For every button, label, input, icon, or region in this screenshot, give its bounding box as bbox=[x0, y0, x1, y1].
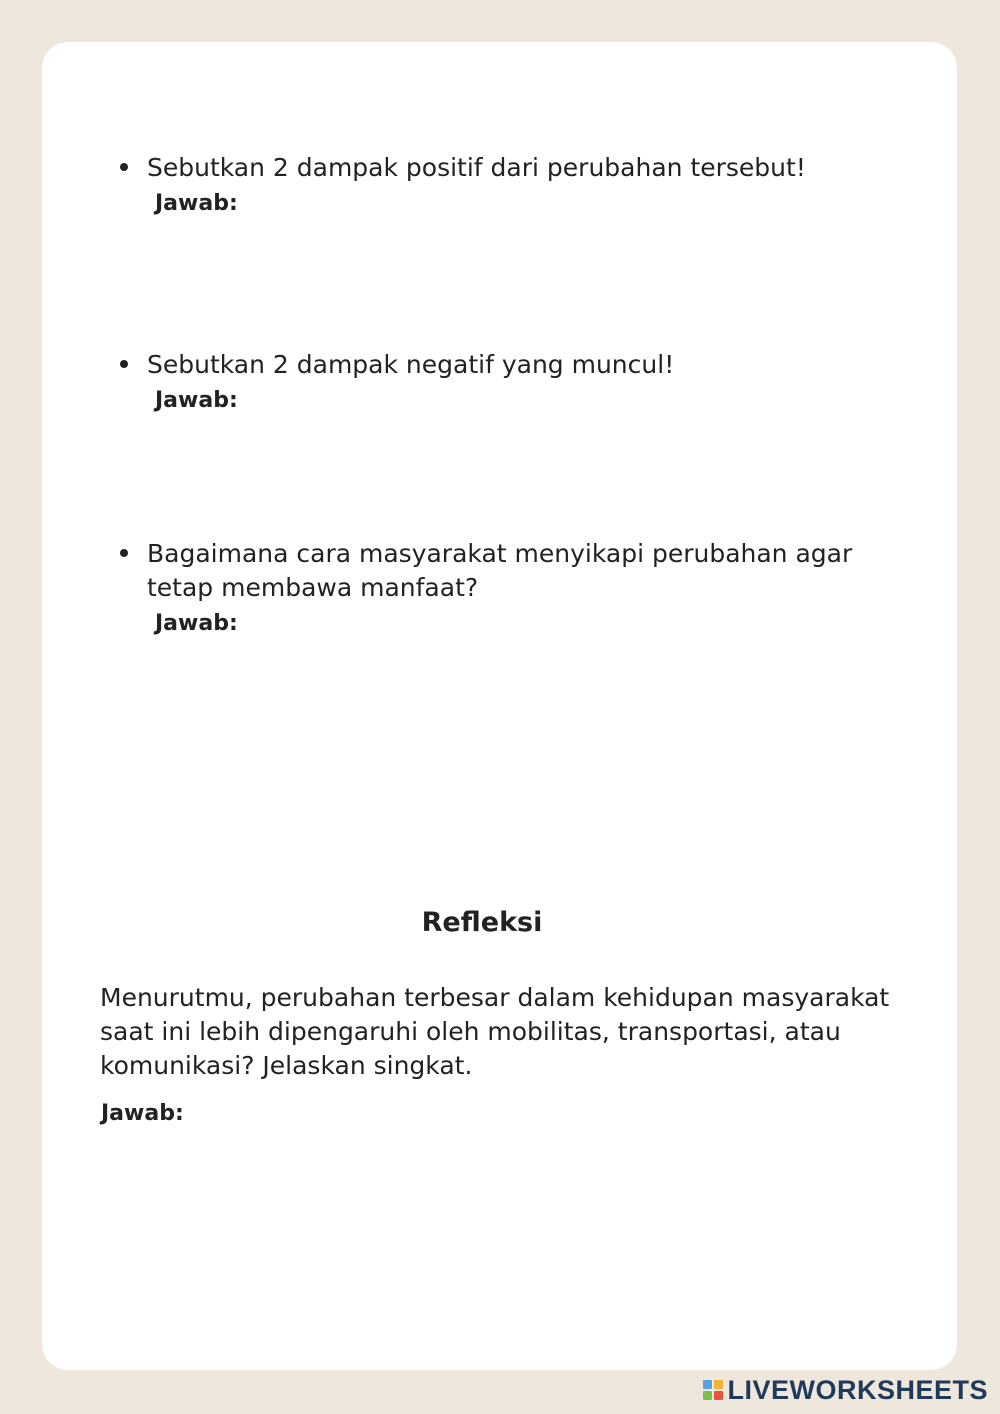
answer-label: Jawab: bbox=[101, 1101, 184, 1126]
question-text: Sebutkan 2 dampak positif dari perubahan tersebut! bbox=[147, 153, 806, 182]
liveworksheets-logo-icon bbox=[703, 1380, 723, 1400]
question-item bbox=[120, 348, 880, 416]
worksheet-card bbox=[42, 42, 957, 1370]
liveworksheets-brand bbox=[703, 1374, 988, 1406]
bullet-icon bbox=[120, 360, 128, 368]
question-text: Sebutkan 2 dampak negatif yang muncul! bbox=[147, 350, 675, 379]
bullet-icon bbox=[120, 549, 128, 557]
answer-label: Jawab: bbox=[155, 388, 238, 413]
reflection-title: Refleksi bbox=[421, 907, 543, 938]
question-item bbox=[120, 537, 880, 639]
question-item bbox=[120, 151, 880, 219]
brand-name: LIVEWORKSHEETS bbox=[727, 1374, 988, 1405]
bullet-icon bbox=[120, 163, 128, 171]
answer-label: Jawab: bbox=[155, 611, 238, 636]
answer-label: Jawab: bbox=[155, 191, 238, 216]
question-text: Bagaimana cara masyarakat menyikapi perubahan agar tetap membawa manfaat? bbox=[147, 539, 853, 602]
reflection-prompt: Menurutmu, perubahan terbesar dalam kehidupan masyarakat saat ini lebih dipengaruhi oleh mobilitas, transportasi, atau komunikasi? Jelaskan singkat. bbox=[100, 983, 890, 1080]
